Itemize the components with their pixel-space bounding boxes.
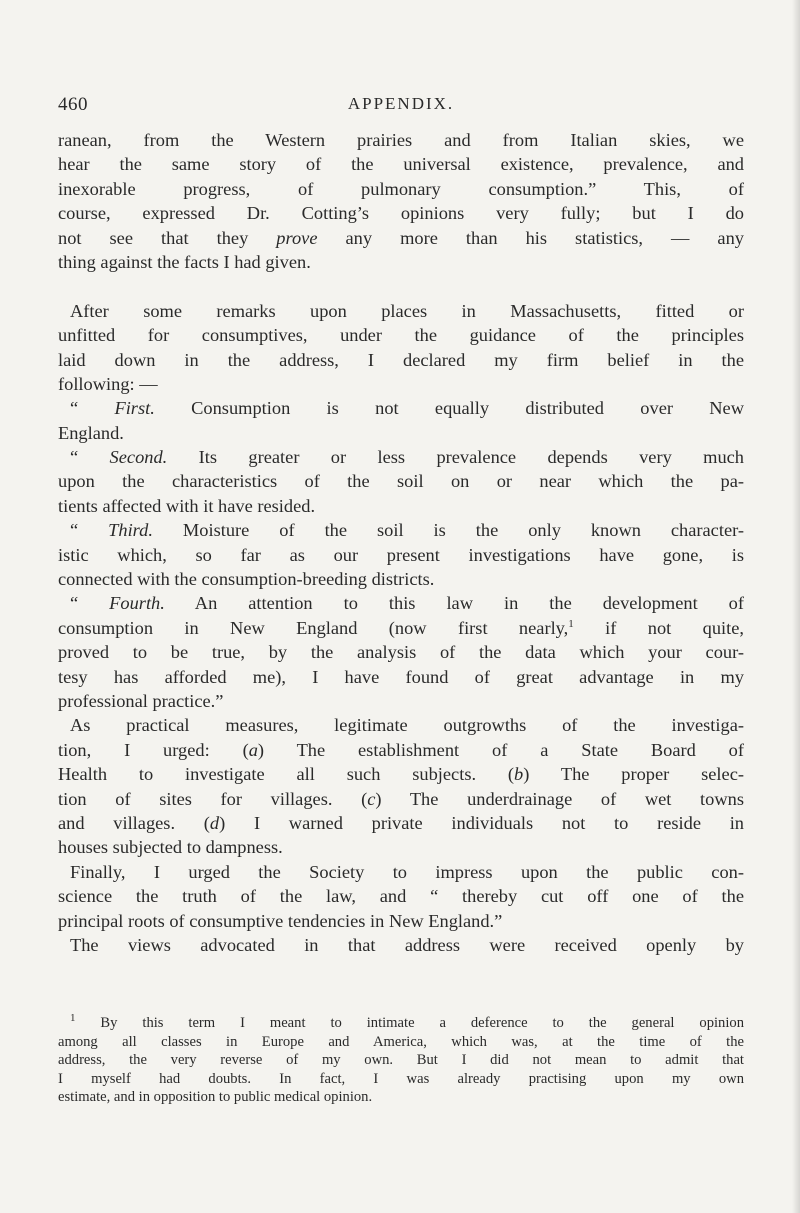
italic-text: prove — [276, 227, 318, 248]
footnotes — [58, 1014, 744, 1107]
text-segment: By this term I meant to intimate a deference to the general opinion — [75, 1015, 744, 1031]
text-line: hear the same story of the universal existence, prevalence, and — [58, 154, 744, 175]
text-line: England. — [58, 422, 124, 443]
italic-text: a — [248, 739, 258, 760]
footnote-line: estimate, and in opposition to public medical opinion. — [58, 1089, 373, 1106]
text-segment: ) The establishment of a State Board of — [257, 739, 744, 760]
text-segment: “ — [70, 398, 115, 419]
text-line: science the truth of the law, and “ thereby cut off one of the — [58, 886, 744, 907]
text-segment: “ — [70, 520, 109, 541]
page-number: 460 — [58, 94, 88, 115]
text-segment: Moisture of the soil is the only known character- — [152, 520, 745, 541]
text-line — [58, 518, 744, 542]
text-line: Finally, I urged the Society to impress upon the public con- — [70, 861, 744, 882]
text-line — [58, 811, 744, 835]
italic-text: Fourth. — [109, 593, 165, 614]
text-line — [58, 445, 744, 469]
text-line: As practical measures, legitimate outgrowths of the investiga- — [70, 715, 744, 736]
text-segment: if not quite, — [573, 617, 744, 638]
text-line: houses subjected to dampness. — [58, 837, 283, 858]
italic-text: b — [514, 764, 524, 785]
italic-text: Third. — [108, 520, 153, 541]
text-line: tients affected with it have resided. — [58, 495, 316, 516]
text-line — [58, 616, 744, 640]
text-segment: “ — [70, 447, 110, 468]
text-segment: “ — [70, 593, 110, 614]
text-line: course, expressed Dr. Cotting’s opinions very fully; but I do — [58, 203, 744, 224]
page-header — [58, 94, 744, 118]
text-segment: Its greater or less prevalence depends very much — [167, 447, 744, 468]
text-line: After some remarks upon places in Massachusetts, fitted or — [70, 300, 744, 321]
text-segment: tion of sites for villages. ( — [58, 788, 368, 809]
text-line: following: — — [58, 373, 158, 394]
text-line: professional practice.” — [58, 690, 224, 711]
paragraph-gap — [58, 274, 744, 298]
text-line: thing against the facts I had given. — [58, 251, 311, 272]
text-line — [58, 591, 744, 615]
text-line: proved to be true, by the analysis of the data which your cour- — [58, 642, 744, 663]
text-line: tesy has afforded me), I have found of great advantage in my — [58, 666, 744, 687]
text-line: laid down in the address, I declared my firm belief in the — [58, 349, 744, 370]
text-segment: Health to investigate all such subjects. ( — [58, 764, 515, 785]
text-line: The views advocated in that address were received openly by — [70, 934, 744, 955]
text-segment: any more than his statistics, — any — [317, 227, 744, 248]
footnote-line — [58, 1014, 744, 1033]
text-line — [58, 787, 744, 811]
text-line — [58, 226, 744, 250]
text-segment: Consumption is not equally distributed over New — [154, 398, 745, 419]
text-segment: and villages. ( — [58, 812, 210, 833]
footnote-marker: 1 — [70, 1012, 76, 1025]
running-head: APPENDIX. — [347, 94, 455, 113]
text-line: upon the characteristics of the soil on or near which the pa- — [58, 471, 744, 492]
text-segment: An attention to this law in the development of — [164, 593, 745, 614]
text-segment: ) The underdrainage of wet towns — [375, 788, 744, 809]
text-segment: not see that they — [58, 227, 277, 248]
footnote-line: address, the very reverse of my own. But I did not mean to admit that — [58, 1052, 744, 1069]
text-segment: consumption in New England (now first nearly, — [58, 617, 569, 638]
body-text — [58, 128, 744, 957]
footnote-line: among all classes in Europe and America, which was, at the time of the — [58, 1033, 744, 1050]
text-line — [58, 396, 744, 420]
italic-text: First. — [114, 398, 155, 419]
text-segment: ) I warned private individuals not to reside in — [219, 812, 744, 833]
italic-text: Second. — [109, 447, 168, 468]
text-line — [58, 738, 744, 762]
text-line: inexorable progress, of pulmonary consumption.” This, of — [58, 178, 744, 199]
italic-text: c — [367, 788, 376, 809]
footnote-line: I myself had doubts. In fact, I was already practising upon my own — [58, 1070, 744, 1087]
text-segment: tion, I urged: ( — [58, 739, 249, 760]
text-line: principal roots of consumptive tendencies in New England.” — [58, 910, 503, 931]
footnote-marker: 1 — [568, 617, 574, 630]
text-line — [58, 762, 744, 786]
italic-text: d — [209, 812, 220, 833]
text-line: unfitted for consumptives, under the guidance of the principles — [58, 325, 744, 346]
text-line: ranean, from the Western prairies and from Italian skies, we — [58, 130, 744, 150]
text-segment: ) The proper selec- — [523, 764, 744, 785]
text-line: istic which, so far as our present investigations have gone, is — [58, 544, 744, 565]
text-line: connected with the consumption-breeding districts. — [58, 569, 435, 590]
